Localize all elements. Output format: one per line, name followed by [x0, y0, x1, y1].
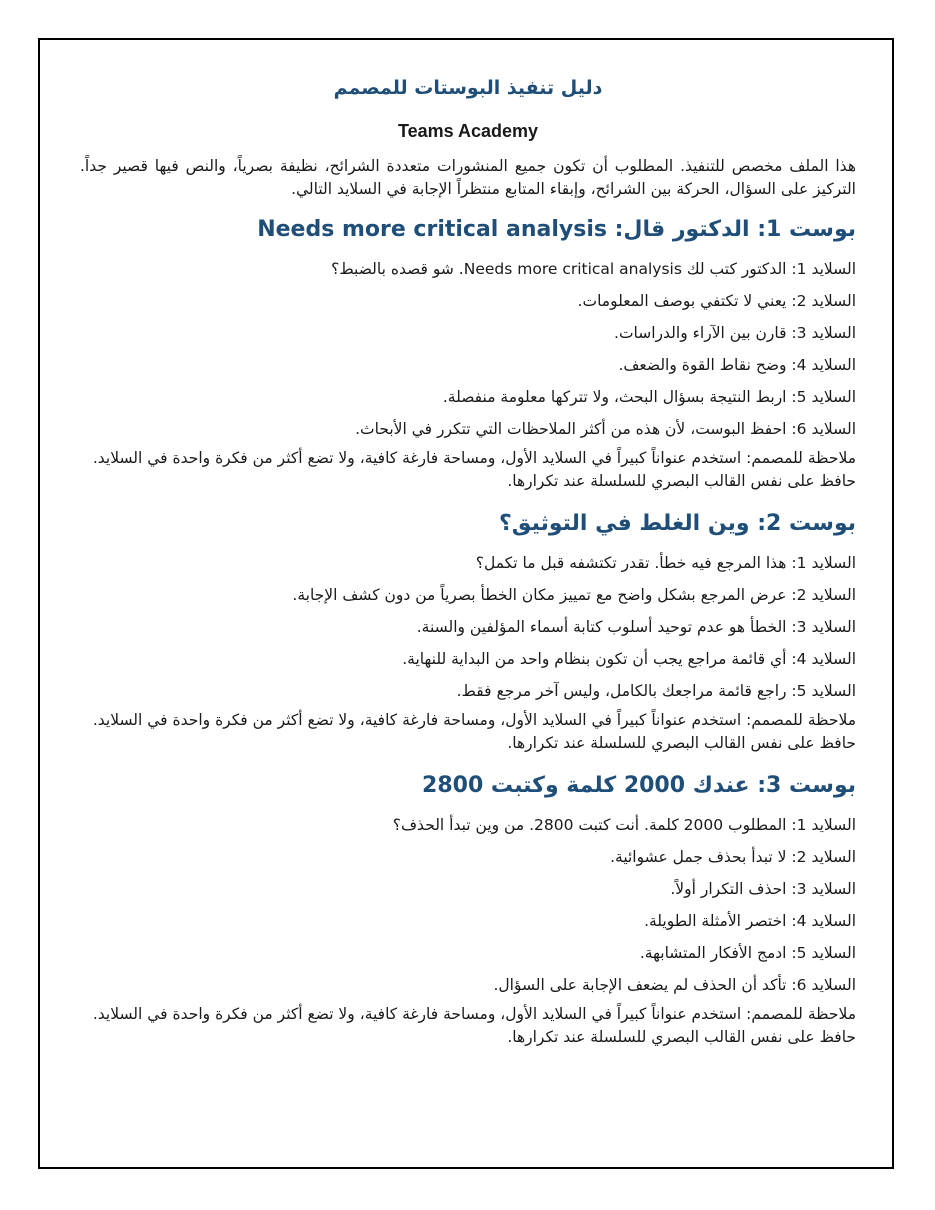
slide-line: السلايد 2: عرض المرجع بشكل واضح مع تمييز مكان الخطأ بصرياً من دون كشف الإجابة. — [292, 586, 856, 604]
slide-line: السلايد 6: تأكد أن الحذف لم يضعف الإجابة على السؤال. — [493, 976, 856, 994]
slide-line: السلايد 5: راجع قائمة مراجعك بالكامل، وليس آخر مرجع فقط. — [456, 682, 856, 700]
designer-note: ملاحظة للمصمم: استخدم عنواناً كبيراً في السلايد الأول، ومساحة فارغة كافية، ولا تضع أكثر من فكرة واحدة في السلايد. حافظ على نفس القالب البصري للسلسلة عند تكرارها. — [92, 449, 856, 490]
document-title: دليل تنفيذ البوستات للمصمم — [333, 77, 603, 99]
slide-line: السلايد 5: ادمج الأفكار المتشابهة. — [639, 944, 856, 962]
slide-line: السلايد 4: وضح نقاط القوة والضعف. — [618, 356, 856, 374]
post-heading: بوست 2: وين الغلط في التوثيق؟ — [499, 511, 856, 536]
designer-note: ملاحظة للمصمم: استخدم عنواناً كبيراً في السلايد الأول، ومساحة فارغة كافية، ولا تضع أكثر من فكرة واحدة في السلايد. حافظ على نفس القالب البصري للسلسلة عند تكرارها. — [92, 711, 856, 752]
post-heading: بوست 1: الدكتور قال: Needs more critical analysis — [257, 217, 856, 242]
slide-line: السلايد 1: هذا المرجع فيه خطأ. تقدر تكتشفه قبل ما تكمل؟ — [475, 554, 856, 572]
post-heading: بوست 3: عندك 2000 كلمة وكتبت 2800 — [422, 773, 856, 798]
designer-note: ملاحظة للمصمم: استخدم عنواناً كبيراً في السلايد الأول، ومساحة فارغة كافية، ولا تضع أكثر من فكرة واحدة في السلايد. حافظ على نفس القالب البصري للسلسلة عند تكرارها. — [92, 1005, 856, 1046]
post-1 — [80, 211, 856, 493]
slide-line: السلايد 4: اختصر الأمثلة الطويلة. — [644, 912, 856, 930]
slide-line: السلايد 2: يعني لا تكتفي بوصف المعلومات. — [577, 292, 856, 310]
slide-line: السلايد 2: لا تبدأ بحذف جمل عشوائية. — [610, 848, 856, 866]
document-body — [80, 75, 856, 1061]
slide-line: السلايد 4: أي قائمة مراجع يجب أن تكون بنظام واحد من البداية للنهاية. — [402, 650, 856, 668]
slide-line: السلايد 3: احذف التكرار أولاً. — [670, 880, 856, 898]
post-2 — [80, 505, 856, 755]
slide-line: السلايد 1: الدكتور كتب لك Needs more critical analysis. شو قصده بالضبط؟ — [331, 260, 856, 278]
slide-line: السلايد 1: المطلوب 2000 كلمة. أنت كتبت 2800. من وين تبدأ الحذف؟ — [392, 816, 856, 834]
slide-line: السلايد 5: اربط النتيجة بسؤال البحث، ولا تتركها معلومة منفصلة. — [442, 388, 856, 406]
document-subtitle: Teams Academy — [397, 121, 539, 141]
post-3 — [80, 767, 856, 1049]
slide-line: السلايد 6: احفظ البوست، لأن هذه من أكثر الملاحظات التي تتكرر في الأبحاث. — [355, 420, 856, 438]
slide-line: السلايد 3: الخطأ هو عدم توحيد أسلوب كتابة أسماء المؤلفين والسنة. — [416, 618, 856, 636]
slide-line: السلايد 3: قارن بين الآراء والدراسات. — [614, 324, 856, 342]
intro-paragraph: هذا الملف مخصص للتنفيذ. المطلوب أن تكون جميع المنشورات متعددة الشرائح، نظيفة بصرياً، والنص فيها قصير جداً. التركيز على السؤال، الحركة بين الشرائح، وإبقاء المتابع منتظراً الإجابة في السلايد التالي. — [80, 157, 856, 198]
